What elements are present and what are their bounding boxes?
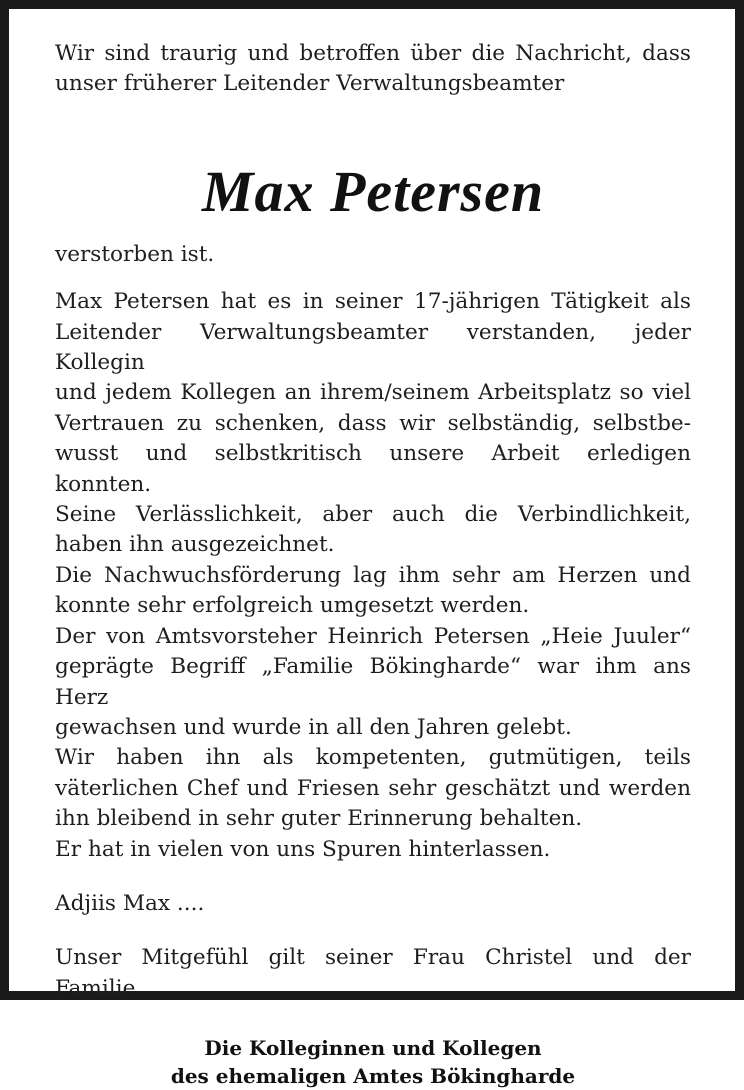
- tribute-line: Der von Amtsvorsteher Heinrich Petersen „Heie Juuler“: [55, 623, 691, 649]
- tribute-line: haben ihn ausgezeichnet.: [55, 532, 335, 558]
- signature-line: Die Kolleginnen und Kollegen: [204, 1036, 542, 1061]
- tribute-line: und jedem Kollegen an ihrem/seinem Arbeitsplatz so viel: [55, 380, 691, 406]
- tribute-line: gewachsen und wurde in all den Jahren gelebt.: [55, 714, 572, 740]
- deceased-name: Max Petersen: [201, 158, 545, 224]
- tribute-line: geprägte Begriff „Familie Bökingharde“ war ihm ans Herz: [55, 654, 691, 710]
- farewell-line: Adjiis Max ....: [55, 890, 205, 916]
- tribute-line: Max Petersen hat es in seiner 17-jährigen Tätigkeit als: [55, 289, 691, 315]
- tribute-line: ihn bleibend in sehr guter Erinnerung behalten.: [55, 806, 583, 832]
- intro-line: unser früherer Leitender Verwaltungsbeamter: [55, 71, 565, 97]
- tribute-paragraph: [55, 287, 691, 865]
- tribute-line: konnte sehr erfolgreich umgesetzt werden.: [55, 593, 530, 619]
- obituary-content: [55, 39, 691, 1090]
- signature-block: [55, 1034, 691, 1090]
- intro-paragraph: [55, 39, 691, 100]
- tribute-line: Er hat in vielen von uns Spuren hinterlassen.: [55, 836, 551, 862]
- deceased-line: verstorben ist.: [55, 241, 215, 267]
- farewell-text: [55, 889, 691, 919]
- tribute-line: Vertrauen zu schenken, dass wir selbständig, selbstbe-: [55, 410, 691, 436]
- signature-line: des ehemaligen Amtes Bökingharde: [170, 1064, 576, 1089]
- tribute-line: Leitender Verwaltungsbeamter verstanden, jeder Kollegin: [55, 319, 691, 376]
- intro-line: Wir sind traurig und betroffen über die Nachricht, dass: [55, 41, 691, 66]
- tribute-line: Seine Verlässlichkeit, aber auch die Verbindlichkeit,: [55, 502, 691, 528]
- tribute-line: Wir haben ihn als kompetenten, gutmütigen, teils: [55, 745, 691, 771]
- deceased-text: [55, 240, 691, 270]
- tribute-line: väterlichen Chef und Friesen sehr geschätzt und werden: [55, 775, 691, 801]
- tribute-line: wusst und selbstkritisch unsere Arbeit erledigen konnten.: [55, 441, 691, 497]
- sympathy-text: [55, 943, 691, 1004]
- tribute-line: Die Nachwuchsförderung lag ihm sehr am Herzen und: [55, 562, 691, 588]
- sympathy-line: Unser Mitgefühl gilt seiner Frau Christel und der Familie.: [55, 945, 691, 1001]
